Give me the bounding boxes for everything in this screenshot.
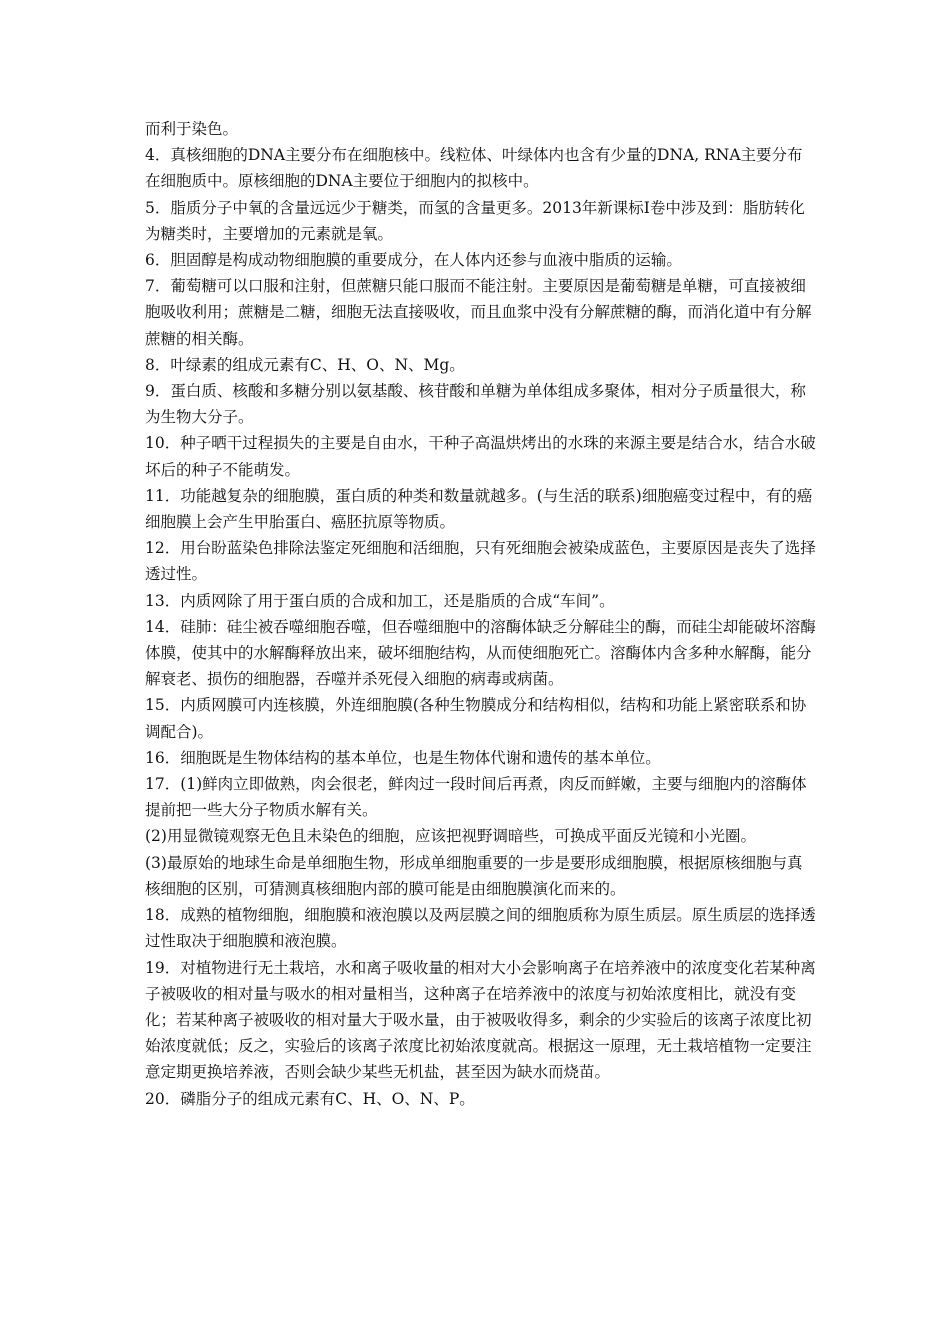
paragraph-item-18: 18．成熟的植物细胞，细胞膜和液泡膜以及两层膜之间的细胞质称为原生质层。原生质层的选择透过性取决于细胞膜和液泡膜。 (145, 906, 816, 951)
paragraph-item-5: 5．脂质分子中氧的含量远远少于糖类，而氢的含量更多。2013年新课标Ⅰ卷中涉及到：脂肪转化为糖类时，主要增加的元素就是氧。 (145, 198, 805, 243)
document-page (145, 116, 817, 1112)
paragraph-item-8: 8．叶绿素的组成元素有C、H、O、N、Mg。 (145, 355, 465, 374)
paragraph-item-20: 20．磷脂分子的组成元素有C、H、O、N、P。 (145, 1089, 475, 1108)
paragraph-item-17-3: (3)最原始的地球生命是单细胞生物，形成单细胞重要的一步是要形成细胞膜，根据原核细胞与真核细胞的区别，可猜测真核细胞内部的膜可能是由细胞膜演化而来的。 (145, 853, 803, 898)
paragraph-item-17-2: (2)用显微镜观察无色且未染色的细胞，应该把视野调暗些，可换成平面反光镜和小光圈。 (145, 827, 756, 846)
paragraph-item-13: 13．内质网除了用于蛋白质的合成和加工，还是脂质的合成“车间”。 (145, 591, 615, 610)
paragraph-item-9: 9．蛋白质、核酸和多糖分别以氨基酸、核苷酸和单糖为单体组成多聚体，相对分子质量很大，称为生物大分子。 (145, 382, 806, 427)
paragraph-item-19: 19．对植物进行无土栽培，水和离子吸收量的相对大小会影响离子在培养液中的浓度变化若某种离子被吸收的相对量与吸水的相对量相当，这种离子在培养液中的浓度与初始浓度相比，就没有变化；若某种离子被吸收的相对量大于吸水量，由于被吸收得多，剩余的少实验后的该离子浓度比初始浓度就低；反之，实验后的该离子浓度比初始浓度就高。根据这一原理，无土栽培植物一定要注意定期更换培养液，否则会缺少某些无机盐，甚至因为缺水而烧苗。 (145, 958, 816, 1082)
paragraph-item-12: 12．用台盼蓝染色排除法鉴定死细胞和活细胞，只有死细胞会被染成蓝色，主要原因是丧失了选择透过性。 (145, 539, 816, 584)
paragraph-continued: 而利于染色。 (145, 120, 239, 138)
paragraph-item-11: 11．功能越复杂的细胞膜，蛋白质的种类和数量就越多。(与生活的联系)细胞癌变过程中，有的癌细胞膜上会产生甲胎蛋白、癌胚抗原等物质。 (145, 486, 813, 532)
paragraph-item-6: 6．胆固醇是构成动物细胞膜的重要成分，在人体内还参与血液中脂质的运输。 (145, 251, 682, 270)
paragraph-item-15: 15．内质网膜可内连核膜，外连细胞膜(各种生物膜成分和结构相似，结构和功能上紧密联系和协调配合)。 (145, 696, 807, 741)
paragraph-item-4: 4．真核细胞的DNA主要分布在细胞核中。线粒体、叶绿体内也含有少量的DNA, RNA主要分布在细胞质中。原核细胞的DNA主要位于细胞内的拟核中。 (145, 146, 803, 191)
paragraph-item-7: 7．葡萄糖可以口服和注射，但蔗糖只能口服而不能注射。主要原因是葡萄糖是单糖，可直接被细胞吸收利用；蔗糖是二糖，细胞无法直接吸收，而且血浆中没有分解蔗糖的酶，而消化道中有分解蔗糖的相关酶。 (145, 277, 812, 348)
paragraph-item-17-1: 17．(1)鲜肉立即做熟，肉会很老，鲜肉过一段时间后再煮，肉反而鲜嫩，主要与细胞内的溶酶体提前把一些大分子物质水解有关。 (145, 775, 807, 820)
paragraph-item-14: 14．硅肺：硅尘被吞噬细胞吞噬，但吞噬细胞中的溶酶体缺乏分解硅尘的酶，而硅尘却能破坏溶酶体膜，使其中的水解酶释放出来，破坏细胞结构，从而使细胞死亡。溶酶体内含多种水解酶，能分解衰老、损伤的细胞器，吞噬并杀死侵入细胞的病毒或病菌。 (145, 617, 816, 689)
paragraph-item-16: 16．细胞既是生物体结构的基本单位，也是生物体代谢和遗传的基本单位。 (145, 748, 661, 767)
paragraph-item-10: 10．种子晒干过程损失的主要是自由水，干种子高温烘烤出的水珠的来源主要是结合水，结合水破坏后的种子不能萌发。 (145, 434, 816, 479)
